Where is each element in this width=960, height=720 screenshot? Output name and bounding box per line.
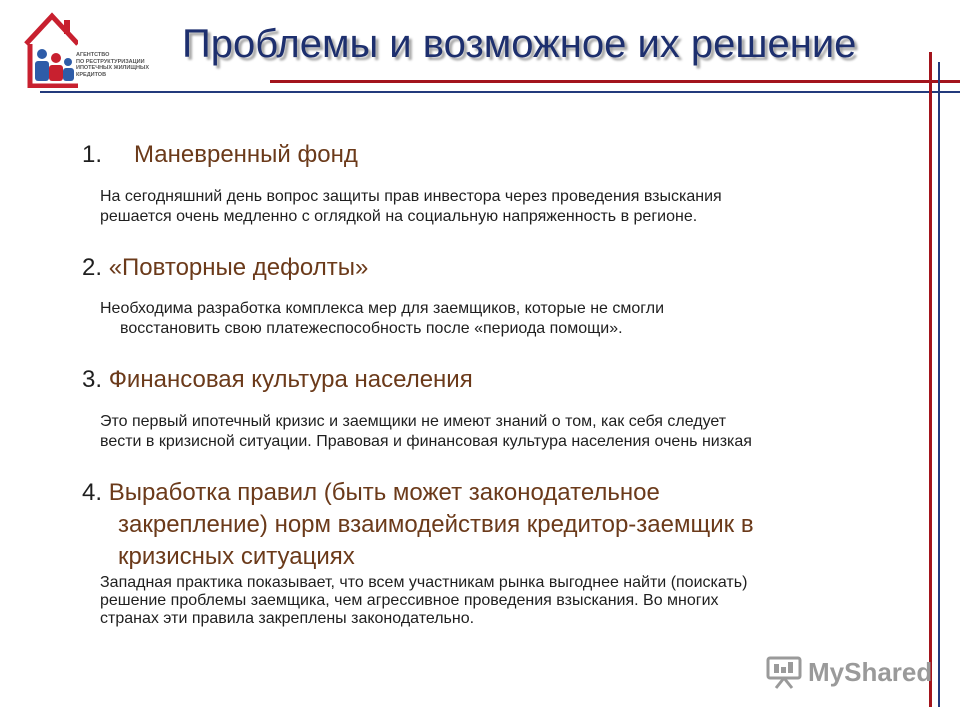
slide-title: Проблемы и возможное их решение — [182, 22, 857, 66]
right-border-red — [929, 52, 932, 707]
item-number: 2. — [82, 254, 103, 281]
text-line: Западная практика показывает, что всем участникам рынка выгоднее найти (поискать) — [100, 574, 748, 591]
house-logo-icon — [22, 10, 78, 88]
item-heading — [82, 364, 473, 396]
item-description — [100, 187, 722, 227]
item-description — [100, 412, 752, 452]
logo-line: КРЕДИТОВ — [76, 71, 107, 78]
logo-line: ПО РЕСТРУКТУРИЗАЦИИ — [76, 58, 145, 65]
agency-logo — [14, 8, 152, 90]
item-title: Финансовая культура населения — [108, 366, 473, 393]
text-line: Это первый ипотечный кризис и заемщики не имеют знаний о том, как себя следует — [100, 413, 727, 430]
item-number: 4. — [82, 479, 103, 506]
item-number: 3. — [82, 366, 103, 393]
item-title-line: кризисных ситуациях — [118, 543, 355, 570]
watermark-text: MyShared — [808, 657, 933, 687]
myshared-watermark — [766, 654, 933, 694]
logo-caption — [76, 52, 160, 78]
item-heading — [82, 477, 754, 573]
text-line: На сегодняшний день вопрос защиты прав инвестора через проведения взыскания — [100, 188, 722, 205]
item-title: «Повторные дефолты» — [108, 254, 369, 281]
title-underline-red — [270, 80, 960, 83]
presentation-screen-icon — [766, 656, 802, 690]
text-line: восстановить свою платежеспособность после «периода помощи». — [120, 320, 623, 337]
item-title-line: Выработка правил (быть может законодательное — [108, 479, 660, 506]
item-number: 1. — [82, 141, 103, 168]
right-border-blue — [938, 62, 940, 707]
text-line: решение проблемы заемщика, чем агрессивное проведения взыскания. Во многих — [100, 592, 719, 609]
item-title-line: закрепление) норм взаимодействия кредитор-заемщик в — [118, 511, 754, 538]
item-title: Маневренный фонд — [134, 141, 358, 168]
item-description — [100, 299, 664, 339]
item-heading — [82, 252, 368, 284]
item-description — [100, 574, 747, 628]
logo-line: АГЕНТСТВО — [76, 52, 110, 58]
text-line: решается очень медленно с оглядкой на социальную напряженность в регионе. — [100, 208, 698, 225]
title-underline-blue — [40, 91, 960, 93]
text-line: странах эти правила закреплены законодательно. — [100, 610, 475, 627]
text-line: вести в кризисной ситуации. Правовая и финансовая культура населения очень низкая — [100, 433, 752, 450]
text-line: Необходима разработка комплекса мер для заемщиков, которые не смогли — [100, 300, 665, 317]
logo-line: ИПОТЕЧНЫХ ЖИЛИЩНЫХ — [76, 65, 149, 72]
item-heading — [82, 139, 358, 171]
